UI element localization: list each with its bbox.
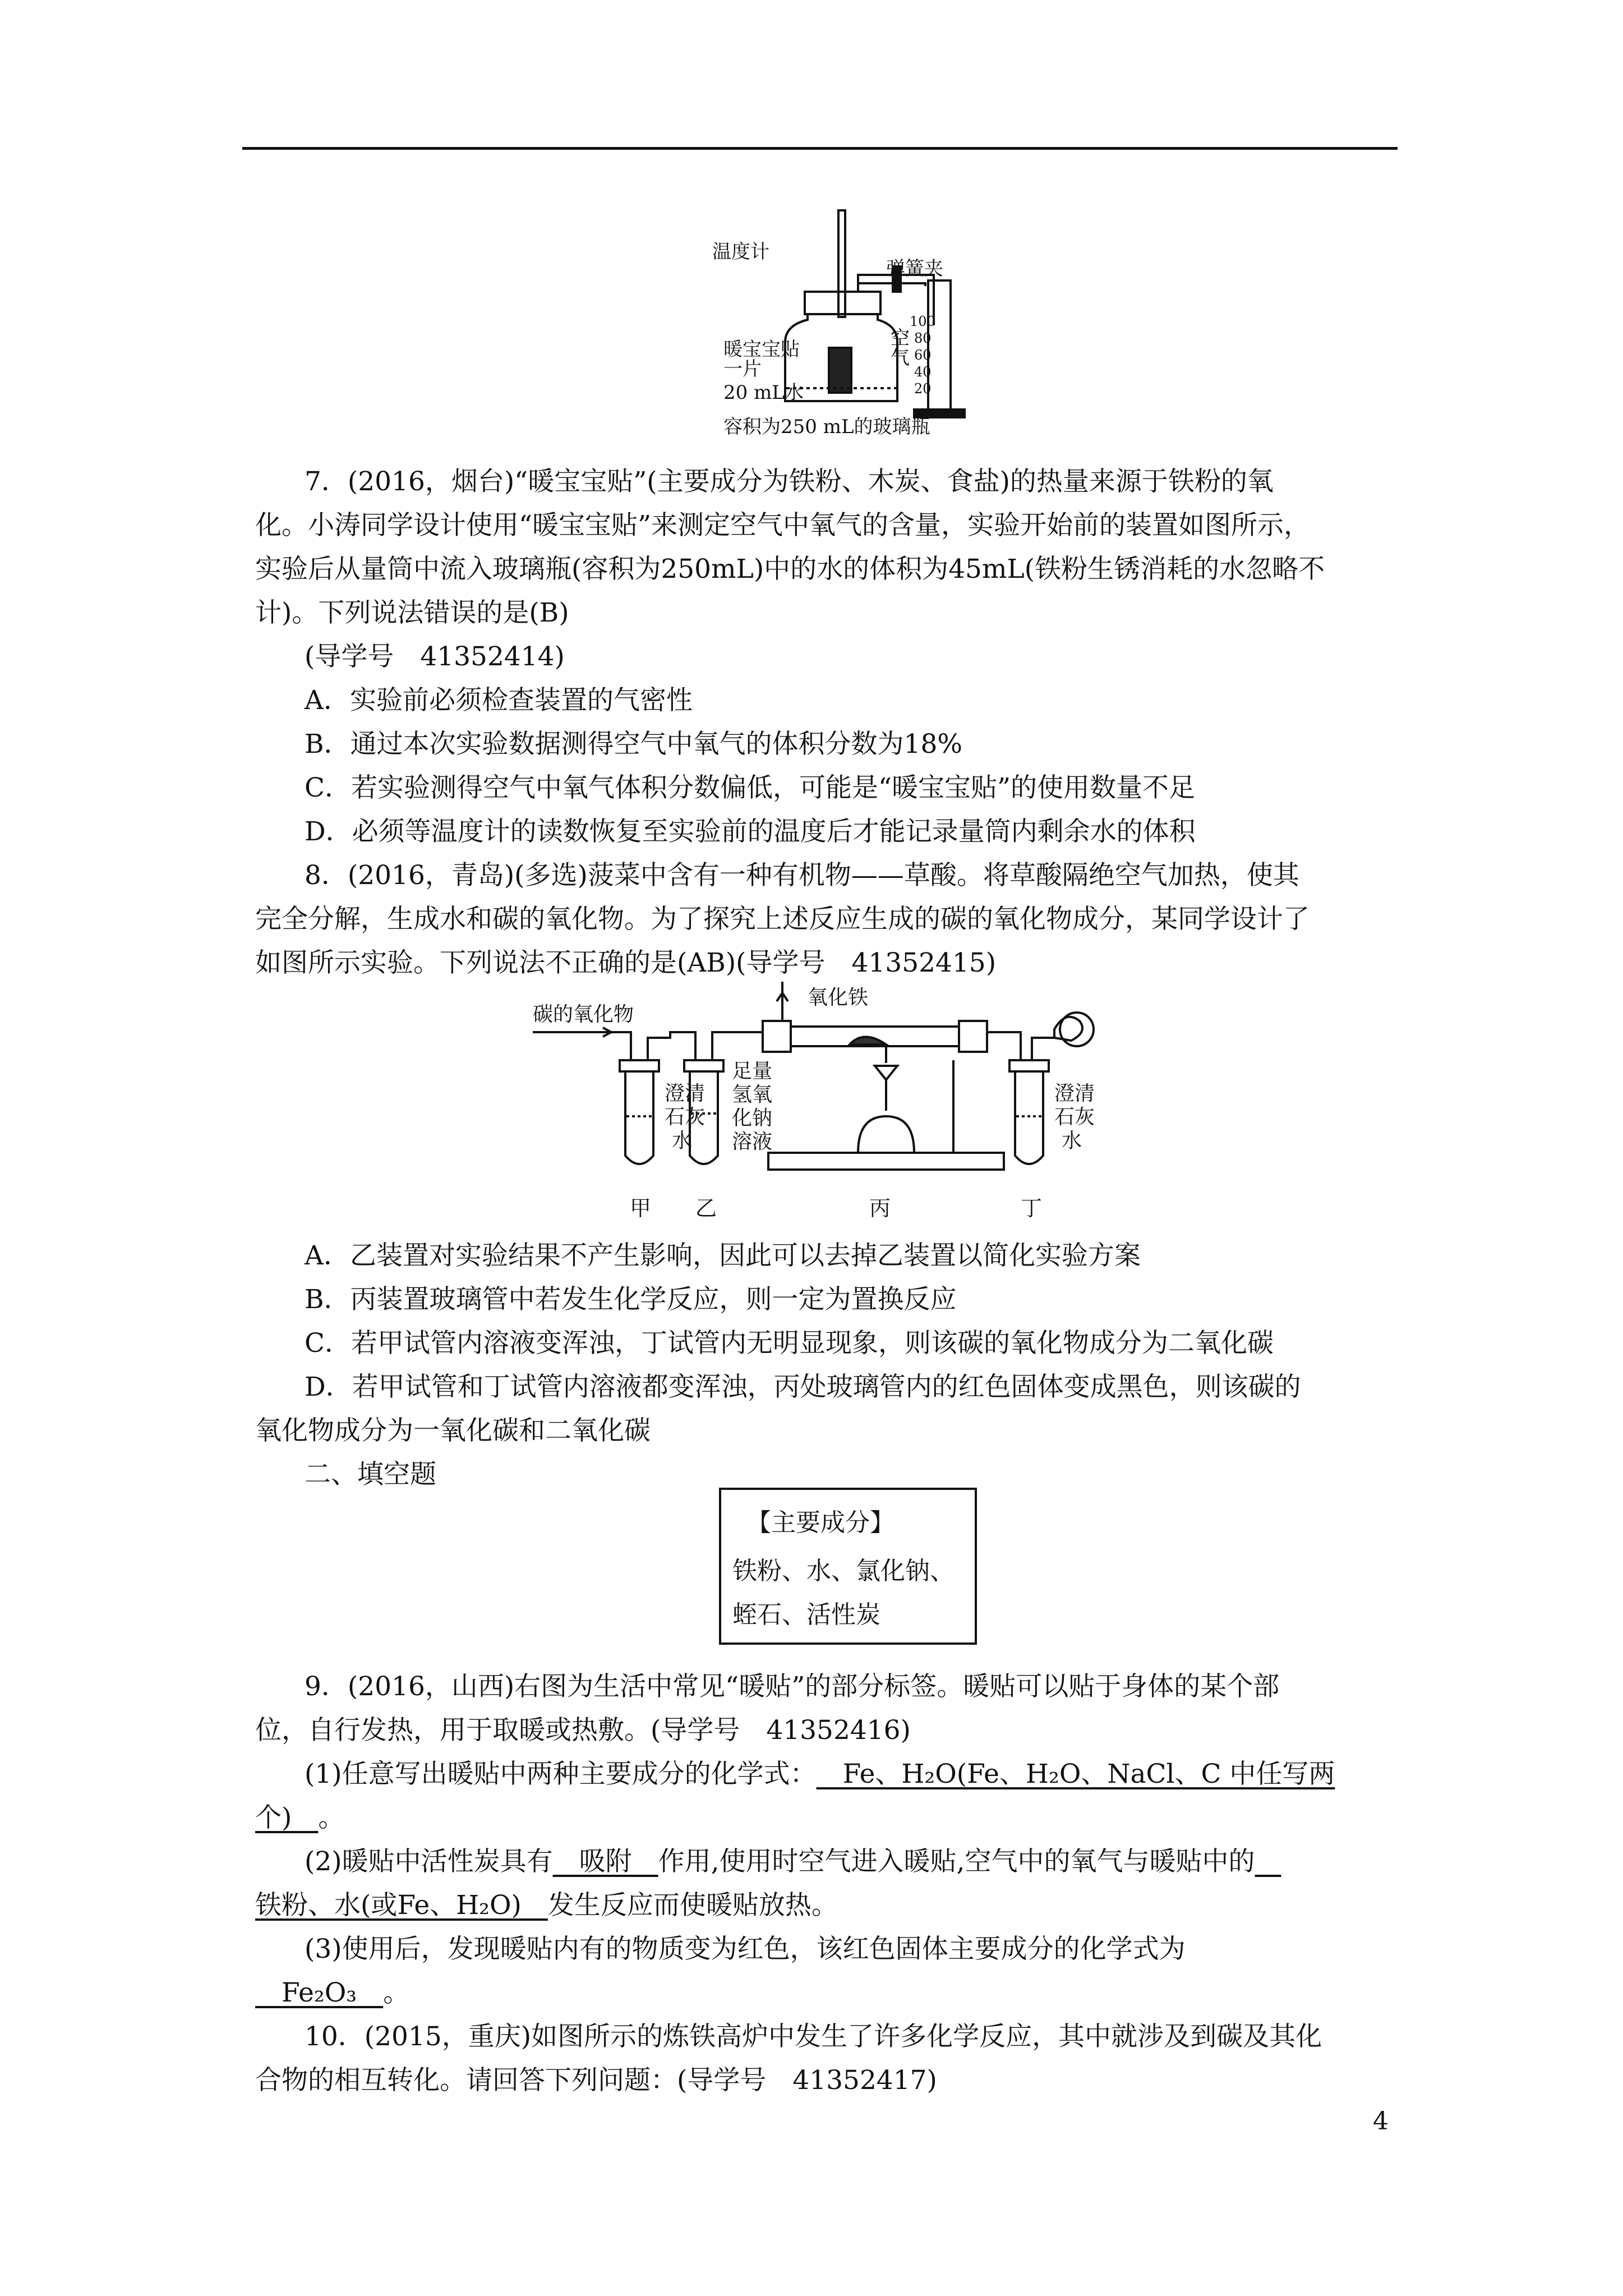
question-10 [255,2015,1388,2102]
fig2-limewater1-2: 石灰 [665,1106,706,1129]
fig2-naoh-1: 足量 [732,1060,773,1083]
fig2-label-bing: 丙 [869,1196,891,1221]
figure-oxygen-apparatus [712,208,976,443]
fig2-naoh-4: 溶液 [732,1130,773,1153]
q8-option-a: A．乙装置对实验结果不产生影响，因此可以去掉乙装置以简化实验方案 [305,1240,1141,1271]
q7-option-b: B．通过本次实验数据测得空气中氧气的体积分数为18% [305,729,963,760]
question-9 [255,1665,1388,2015]
q9-part-1-cont [255,1796,1388,1840]
q7-option-a: A．实验前必须检查装置的气密性 [305,685,693,716]
q7-line-3: 实验后从量筒中流入玻璃瓶(容积为250mL)中的水的体积为45mL(铁粉生锈消耗的水忽略不 [255,554,1325,585]
fig2-naoh-2: 氢氧 [732,1083,773,1106]
q9-part-2-answer-2b: 铁粉、水(或Fe、H₂O)__ [255,1890,548,1921]
page-number: 4 [1373,2107,1389,2136]
label-line-1: 铁粉、水、氯化钠、 [732,1557,955,1585]
q9-part-2 [255,1840,1388,1884]
q9-part-3-answer: __Fe₂O₃__ [255,1977,384,2008]
question-7 [255,460,1388,854]
fig2-inlet-label: 碳的氧化物 [533,1003,634,1026]
q9-part-2-cont [255,1884,1388,1927]
fig2-limewater1-3: 水 [672,1129,693,1152]
q8-line-3: 如图所示实验。下列说法不正确的是(AB)(导学号 41352415) [255,947,997,978]
fig1-scale-40: 40 [914,364,932,380]
fig1-water-label: 20 mL水 [723,381,804,404]
q9-part-3-end: 。 [383,1977,410,2008]
fig1-air-label-1: 空 [891,327,910,349]
fig1-scale-100: 100 [910,314,935,329]
fig1-pad-label-1: 暖宝宝贴 [723,338,800,361]
figure-carbon-oxide-apparatus [527,976,1110,1228]
fig2-limewater2-1: 澄清 [1054,1082,1095,1105]
q9-part-3: (3)使用后，发现暖贴内有的物质变为红色，该红色固体主要成分的化学式为 [305,1934,1186,1964]
q10-line-1: 10．(2015，重庆)如图所示的炼铁高炉中发生了许多化学反应，其中就涉及到碳及其化 [305,2021,1322,2052]
q7-line-4: 计)。下列说法错误的是(B) [255,597,569,628]
q9-line-1: 9．(2016，山西)右图为生活中常见“暖贴”的部分标签。暖贴可以贴于身体的某个部 [305,1671,1280,1702]
question-8 [255,854,1388,985]
q9-part-1-end: 。 [318,1802,345,1833]
fig2-iron-oxide-label: 氧化铁 [808,986,869,1009]
q9-part-1-answer-b: 个)__ [255,1802,319,1833]
fig1-bottle-caption: 容积为250 mL的玻璃瓶 [723,416,930,438]
q8-option-d-line-2: 氧化物成分为一氧化碳和二氧化碳 [255,1415,651,1446]
q9-part-1-answer-a: __Fe、H₂O(Fe、H₂O、NaCl、C 中任写两 [816,1759,1335,1789]
fig1-scale-20: 20 [914,381,932,397]
fig1-scale-60: 60 [914,347,932,363]
heat-pad-label-box [719,1488,977,1645]
q8-option-d-line-1: D．若甲试管和丁试管内溶液都变浑浊，丙处玻璃管内的红色固体变成黑色，则该碳的 [305,1372,1301,1402]
fig1-air-label-2: 气 [891,347,910,369]
fig2-naoh-3: 化钠 [732,1107,773,1130]
fig1-thermometer-label: 温度计 [712,241,769,263]
label-line-2: 蛭石、活性炭 [732,1600,880,1629]
q7-line-2: 化。小涛同学设计使用“暖宝宝贴”来测定空气中氧气的含量，实验开始前的装置如图所示， [255,510,1311,541]
fig2-limewater1-1: 澄清 [665,1082,706,1105]
q9-part-2-answer-1: __吸附__ [552,1846,658,1877]
header-rule [242,147,1398,150]
q8-line-2: 完全分解，生成水和碳的氧化物。为了探究上述反应生成的碳的氧化物成分，某同学设计了 [255,904,1310,935]
q9-part-2-end: 发生反应而使暖贴放热。 [547,1890,838,1921]
section-heading: 二、填空题 [305,1459,436,1490]
fig2-limewater2-3: 水 [1062,1129,1082,1152]
q9-part-2-prompt: (2)暖贴中活性炭具有 [305,1846,553,1877]
fig1-pad-label-2: 一片 [723,358,762,380]
q9-part-2-mid: 作用,使用时空气进入暖贴,空气中的氧气与暖贴中的 [658,1846,1255,1877]
q9-part-1-prompt: (1)任意写出暖贴中两种主要成分的化学式： [305,1759,817,1789]
fig1-clamp-label: 弹簧夹 [886,257,943,280]
q8-option-b: B．丙装置玻璃管中若发生化学反应，则一定为置换反应 [305,1284,957,1315]
q7-option-d: D．必须等温度计的读数恢复至实验前的温度后才能记录量筒内剩余水的体积 [305,816,1196,847]
q8-line-1: 8．(2016，青岛)(多选)菠菜中含有一种有机物——草酸。将草酸隔绝空气加热，使其 [305,860,1299,891]
fig2-limewater2-2: 石灰 [1054,1106,1095,1129]
fig2-label-yi: 乙 [695,1196,717,1221]
q8-options [255,1234,1388,1497]
q9-line-2: 位，自行发热，用于取暖或热敷。(导学号 41352416) [255,1715,911,1746]
fig2-label-jia: 甲 [630,1196,652,1221]
fig2-label-ding: 丁 [1021,1196,1043,1221]
label-title: 【主要成分】 [746,1508,895,1537]
q10-line-2: 合物的相互转化。请回答下列问题：(导学号 41352417) [255,2065,937,2096]
q8-option-c: C．若甲试管内溶液变浑浊，丁试管内无明显现象，则该碳的氧化物成分为二氧化碳 [305,1328,1274,1359]
q9-part-1 [255,1752,1388,1796]
q7-option-c: C．若实验测得空气中氧气体积分数偏低，可能是“暖宝宝贴”的使用数量不足 [305,772,1196,803]
q9-part-3-cont [255,1971,1388,2015]
q7-line-1: 7．(2016，烟台)“暖宝宝贴”(主要成分为铁粉、木炭、食盐)的热量来源于铁粉的氧 [305,466,1274,497]
q7-guide-number: (导学号 41352414) [305,641,565,672]
fig1-scale-80: 80 [914,330,932,346]
q9-part-2-answer-2a: __ [1255,1846,1281,1877]
